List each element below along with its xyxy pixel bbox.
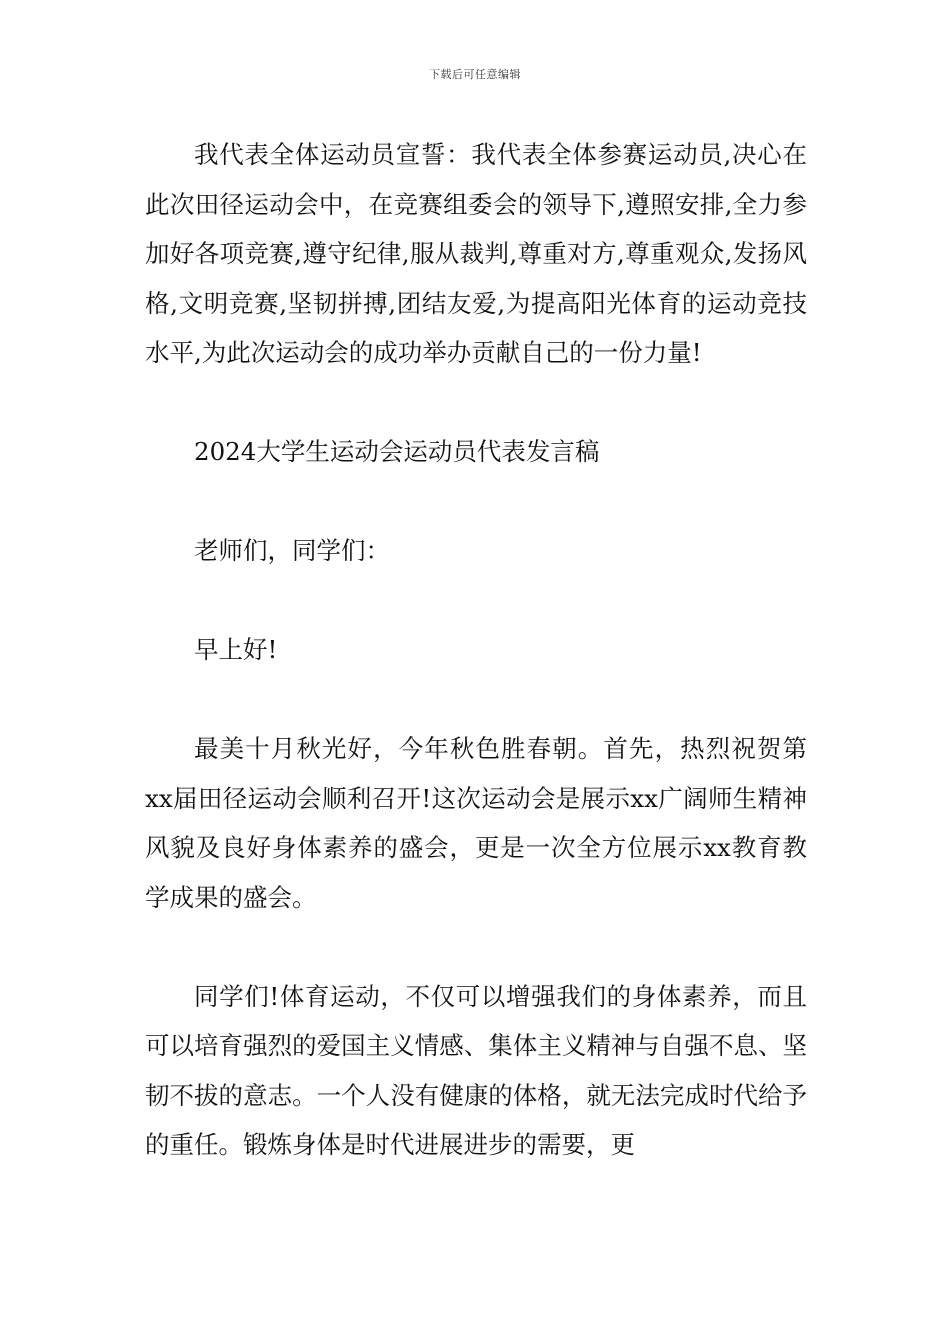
speech-title: 2024大学生运动会运动员代表发言稿 <box>194 437 600 466</box>
paragraph-gap <box>145 477 807 527</box>
paragraph-gap <box>145 576 807 626</box>
opening-paragraph: 最美十月秋光好，今年秋色胜春朝。首先，热烈祝贺第xx届田径运动会顺利召开!这次运动会是展示xx广阔师生精神风貌及良好身体素养的盛会，更是一次全方位展示xx教育教学成果的盛会。 <box>145 734 807 912</box>
salutation: 老师们，同学们： <box>194 536 390 565</box>
body-paragraph: 同学们!体育运动，不仅可以增强我们的身体素养，而且可以培育强烈的爱国主义情感、集体主义精神与自强不息、坚韧不拔的意志。一个人没有健康的体格，就无法完成时代给予的重任。锻炼身体是时代进展进步的需要，更 <box>145 981 807 1159</box>
oath-paragraph: 我代表全体运动员宣誓：我代表全体参赛运动员,决心在此次田径运动会中，在竞赛组委会的领导下,遵照安排,全力参加好各项竞赛,遵守纪律,服从裁判,尊重对方,尊重观众,发扬风格,文明竞赛,坚韧拼搏,团结友爱,为提高阳光体育的运动竞技水平,为此次运动会的成功举办贡献自己的一份力量! <box>145 140 807 367</box>
paragraph-gap <box>145 675 807 725</box>
page-header: 下载后可任意编辑 <box>429 68 521 81</box>
greeting: 早上好! <box>194 635 278 664</box>
document-body <box>145 130 807 1170</box>
paragraph-gap <box>145 922 807 972</box>
paragraph-gap <box>145 378 807 428</box>
